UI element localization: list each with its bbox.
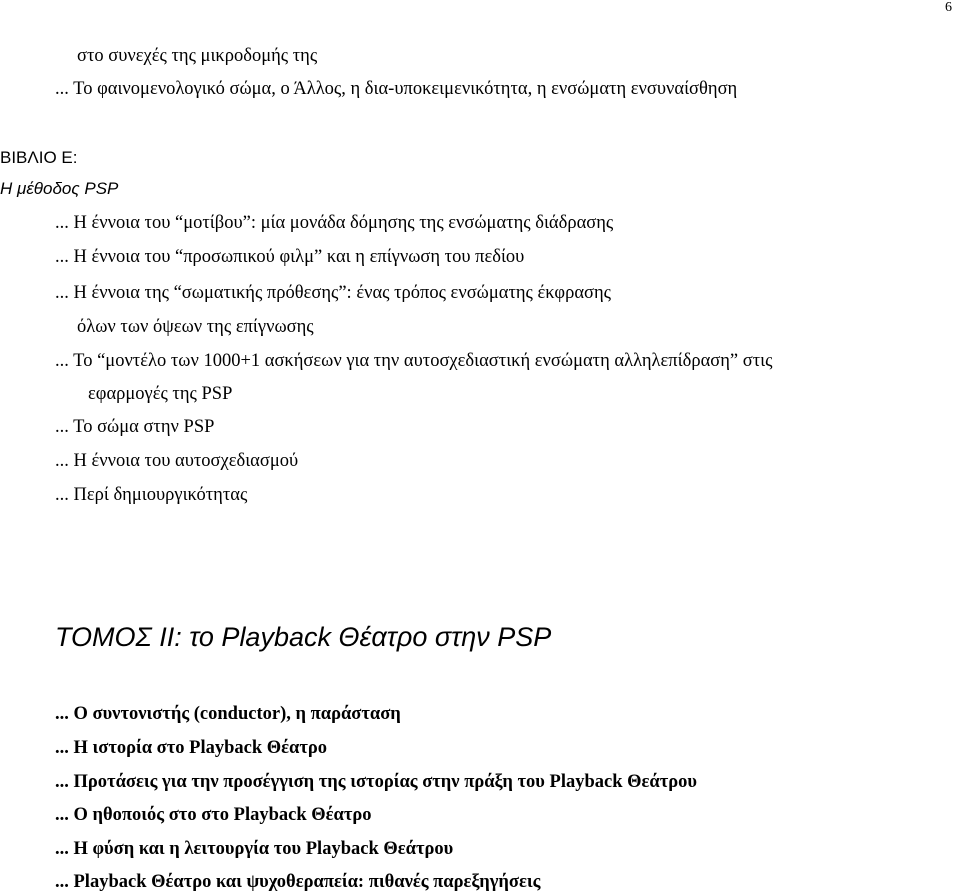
toc-line: ... Η φύση και η λειτουργία του Playback Θεάτρου — [55, 839, 454, 859]
toc-line: ... Ο ηθοποιός στο στο Playback Θέατρο — [55, 805, 372, 825]
toc-line: στο συνεχές της μικροδομής της — [77, 46, 318, 66]
book-subtitle: Η μέθοδος PSP — [0, 179, 119, 198]
toc-line: ... Περί δημιουργικότητας — [55, 485, 248, 505]
toc-line: ... Η έννοια του “μοτίβου”: μία μονάδα δόμησης της ενσώματης διάδρασης — [55, 213, 614, 233]
book-title: ΒΙΒΛΙΟ Ε: — [0, 148, 78, 167]
page-number: 6 — [945, 0, 952, 15]
toc-line: ... Playback Θέατρο και ψυχοθεραπεία: πιθανές παρεξηγήσεις — [55, 872, 541, 892]
toc-line: όλων των όψεων της επίγνωσης — [77, 317, 314, 337]
toc-line: ... Το “μοντέλο των 1000+1 ασκήσεων για την αυτοσχεδιαστική ενσώματη αλληλεπίδραση” στις — [55, 351, 773, 371]
toc-line: ... Ο συντονιστής (conductor), η παράσταση — [55, 704, 401, 724]
toc-line: ... Προτάσεις για την προσέγγιση της ιστορίας στην πράξη του Playback Θεάτρου — [55, 772, 698, 792]
toc-line: ... Η έννοια του αυτοσχεδιασμού — [55, 451, 299, 471]
toc-line: ... Η ιστορία στο Playback Θέατρο — [55, 738, 328, 758]
toc-line: ... Το σώμα στην PSP — [55, 417, 215, 437]
toc-line: ... Η έννοια της “σωματικής πρόθεσης”: ένας τρόπος ενσώματης έκφρασης — [55, 283, 612, 303]
toc-line: ... Η έννοια του “προσωπικού φιλμ” και η επίγνωση του πεδίου — [55, 247, 525, 267]
toc-line: ... Το φαινομενολογικό σώμα, ο Άλλος, η δια-υποκειμενικότητα, η ενσώματη ενσυναίσθηση — [55, 79, 738, 99]
volume-heading: ΤΟΜΟΣ ΙΙ: το Playback Θέατρο στην PSP — [55, 622, 552, 652]
toc-line: εφαρμογές της PSP — [88, 384, 233, 404]
